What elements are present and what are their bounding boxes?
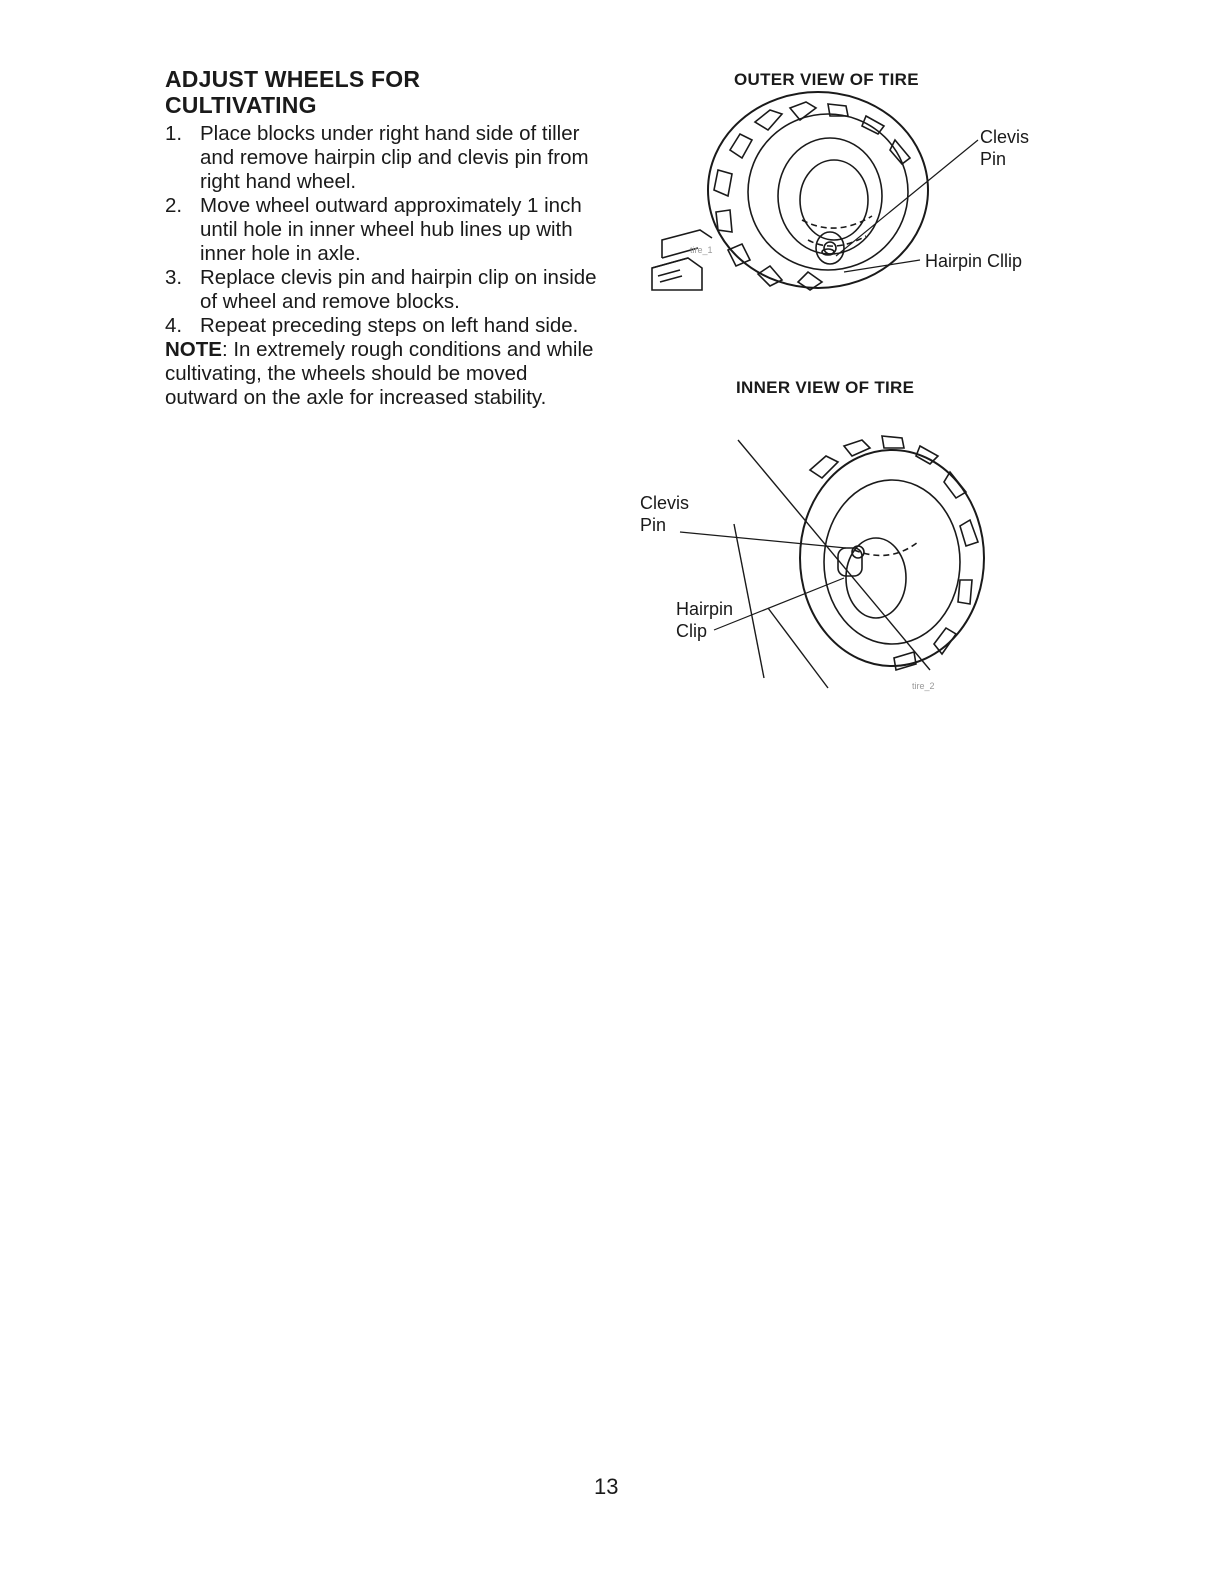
inner-clevis-label [640, 492, 689, 536]
wood-blocks-icon [652, 230, 712, 290]
instruction-column [165, 66, 605, 410]
inner-view-caption: INNER VIEW OF TIRE [736, 378, 915, 397]
note-label: NOTE [165, 338, 222, 361]
section-title [165, 66, 605, 118]
outer-view-caption: OUTER VIEW OF TIRE [734, 70, 919, 89]
outer-figure-id: tire_1 [690, 245, 713, 255]
inner-tire-illustration [630, 430, 990, 700]
inner-hairpin-line2: Clip [676, 621, 708, 641]
steps-list [165, 122, 605, 338]
step-text: Replace clevis pin and hairpin clip on inside of wheel and remove blocks. [200, 266, 597, 313]
step-number: 3. [165, 266, 183, 289]
inner-hairpin-line1: Hairpin [676, 599, 734, 619]
inner-figure-id: tire_2 [912, 681, 935, 691]
page-number: 13 [594, 1474, 619, 1499]
step-number: 4. [165, 314, 183, 337]
inner-hairpin-label [676, 598, 733, 642]
step-item [165, 194, 605, 266]
hub-icon [816, 232, 844, 264]
step-text: Move wheel outward approximately 1 inch until hole in inner wheel hub lines up with inner hole in axle. [200, 194, 582, 265]
outer-clevis-label [980, 126, 1029, 170]
section-title-line1: ADJUST WHEELS FOR [165, 66, 421, 92]
section-title-line2: CULTIVATING [165, 92, 317, 118]
outer-hairpin-label: Hairpin Cllip [925, 251, 1023, 271]
inner-clevis-line2: Pin [640, 515, 667, 535]
step-item [165, 122, 605, 194]
step-number: 1. [165, 122, 183, 145]
note-text: : In extremely rough conditions and while cultivating, the wheels should be moved outward on the axle for increased stability. [165, 338, 594, 409]
outer-tire-illustration [640, 100, 960, 290]
step-text: Place blocks under right hand side of tiller and remove hairpin clip and clevis pin from right hand wheel. [200, 122, 589, 193]
outer-clevis-line2: Pin [980, 149, 1007, 169]
outer-clevis-line1: Clevis [980, 127, 1030, 147]
step-text: Repeat preceding steps on left hand side. [200, 314, 579, 337]
step-number: 2. [165, 194, 183, 217]
note-paragraph [165, 338, 605, 410]
inner-clevis-line1: Clevis [640, 493, 690, 513]
step-item [165, 314, 605, 338]
step-item [165, 266, 605, 314]
